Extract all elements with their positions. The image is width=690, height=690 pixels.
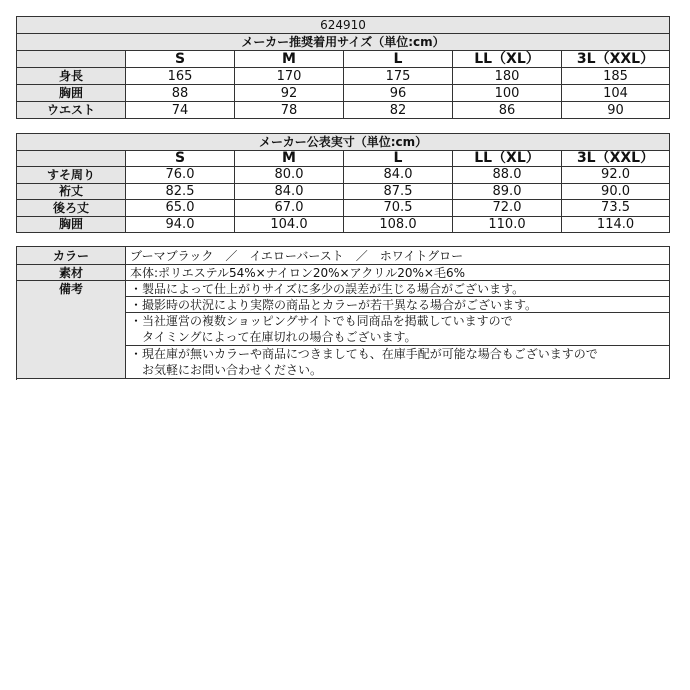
table-cell: 88.0 [453,167,562,184]
table-cell: 104 [562,85,670,102]
table-cell: 84.0 [235,183,344,200]
table-row [17,183,670,200]
corner-cell [17,150,126,167]
row-label: 身長 [17,68,126,85]
table-cell: 72.0 [453,200,562,217]
note-item: ・撮影時の状況により実際の商品とカラーが若干異なる場合がございます。 [126,297,670,313]
table-cell: 175 [344,68,453,85]
table-cell: 114.0 [562,216,670,233]
table-cell: 170 [235,68,344,85]
table-cell: 76.0 [126,167,235,184]
recommended-size-table [16,16,670,119]
size-header-row [17,150,670,167]
table-row [17,85,670,102]
size-header: S [126,51,235,68]
table-cell: 67.0 [235,200,344,217]
table-cell: 73.5 [562,200,670,217]
table-cell: 78 [235,102,344,119]
table-cell: 84.0 [344,167,453,184]
color-label: カラー [17,247,126,265]
table-cell: 70.5 [344,200,453,217]
table-cell: 110.0 [453,216,562,233]
material-label: 素材 [17,265,126,281]
table-cell: 82 [344,102,453,119]
table-cell: 108.0 [344,216,453,233]
note-line: ・当社運営の複数ショッピングサイトでも同商品を掲載していますので [130,314,513,328]
table-cell: 92 [235,85,344,102]
product-code-row [17,17,670,34]
size-header: 3L（XXL） [562,150,670,167]
table-cell: 92.0 [562,167,670,184]
table-cell: 94.0 [126,216,235,233]
table-cell: 96 [344,85,453,102]
size-header: 3L（XXL） [562,51,670,68]
corner-cell [17,51,126,68]
table-row [17,216,670,233]
table-cell: 80.0 [235,167,344,184]
table-cell: 82.5 [126,183,235,200]
note-line: ・現在庫が無いカラーや商品につきましても、在庫手配が可能な場合もございますので [130,347,598,361]
size-header: L [344,150,453,167]
row-label: すそ周り [17,167,126,184]
recommended-title: メーカー推奨着用サイズ（単位:cm） [17,34,670,51]
table-row [17,102,670,119]
size-header-row [17,51,670,68]
row-label: 胸囲 [17,216,126,233]
actual-size-table [16,133,670,233]
table-cell: 89.0 [453,183,562,200]
table-cell: 104.0 [235,216,344,233]
row-label: 裄丈 [17,183,126,200]
size-header: M [235,51,344,68]
table-cell: 165 [126,68,235,85]
row-label: 後ろ丈 [17,200,126,217]
material-value: 本体:ポリエステル54%×ナイロン20%×アクリル20%×毛6% [126,265,670,281]
product-code: 624910 [17,17,670,34]
table-cell: 185 [562,68,670,85]
table-cell: 100 [453,85,562,102]
size-header: M [235,150,344,167]
table-cell: 180 [453,68,562,85]
table-row [17,200,670,217]
table-cell: 90 [562,102,670,119]
note-row [17,281,670,297]
color-row [17,247,670,265]
note-line: お気軽にお問い合わせください。 [130,363,323,377]
table-row [17,68,670,85]
size-header: LL（XL） [453,150,562,167]
actual-title: メーカー公表実寸（単位:cm） [17,134,670,151]
size-header: L [344,51,453,68]
table-title-row [17,134,670,151]
note-line: タイミングによって在庫切れの場合もございます。 [130,330,417,344]
table-title-row [17,34,670,51]
color-value: ブーマブラック ／ イエローバースト ／ ホワイトグロー [126,247,670,265]
note-item-multiline [126,313,670,346]
size-header: LL（XL） [453,51,562,68]
table-cell: 65.0 [126,200,235,217]
note-item-multiline [126,346,670,379]
table-row [17,167,670,184]
material-row [17,265,670,281]
size-header: S [126,150,235,167]
table-cell: 86 [453,102,562,119]
row-label: ウエスト [17,102,126,119]
row-label: 胸囲 [17,85,126,102]
table-cell: 88 [126,85,235,102]
notes-label: 備考 [17,281,126,379]
table-cell: 74 [126,102,235,119]
note-item: ・製品によって仕上がりサイズに多少の誤差が生じる場合がございます。 [126,281,670,297]
table-cell: 87.5 [344,183,453,200]
product-details-table [16,246,670,379]
table-cell: 90.0 [562,183,670,200]
